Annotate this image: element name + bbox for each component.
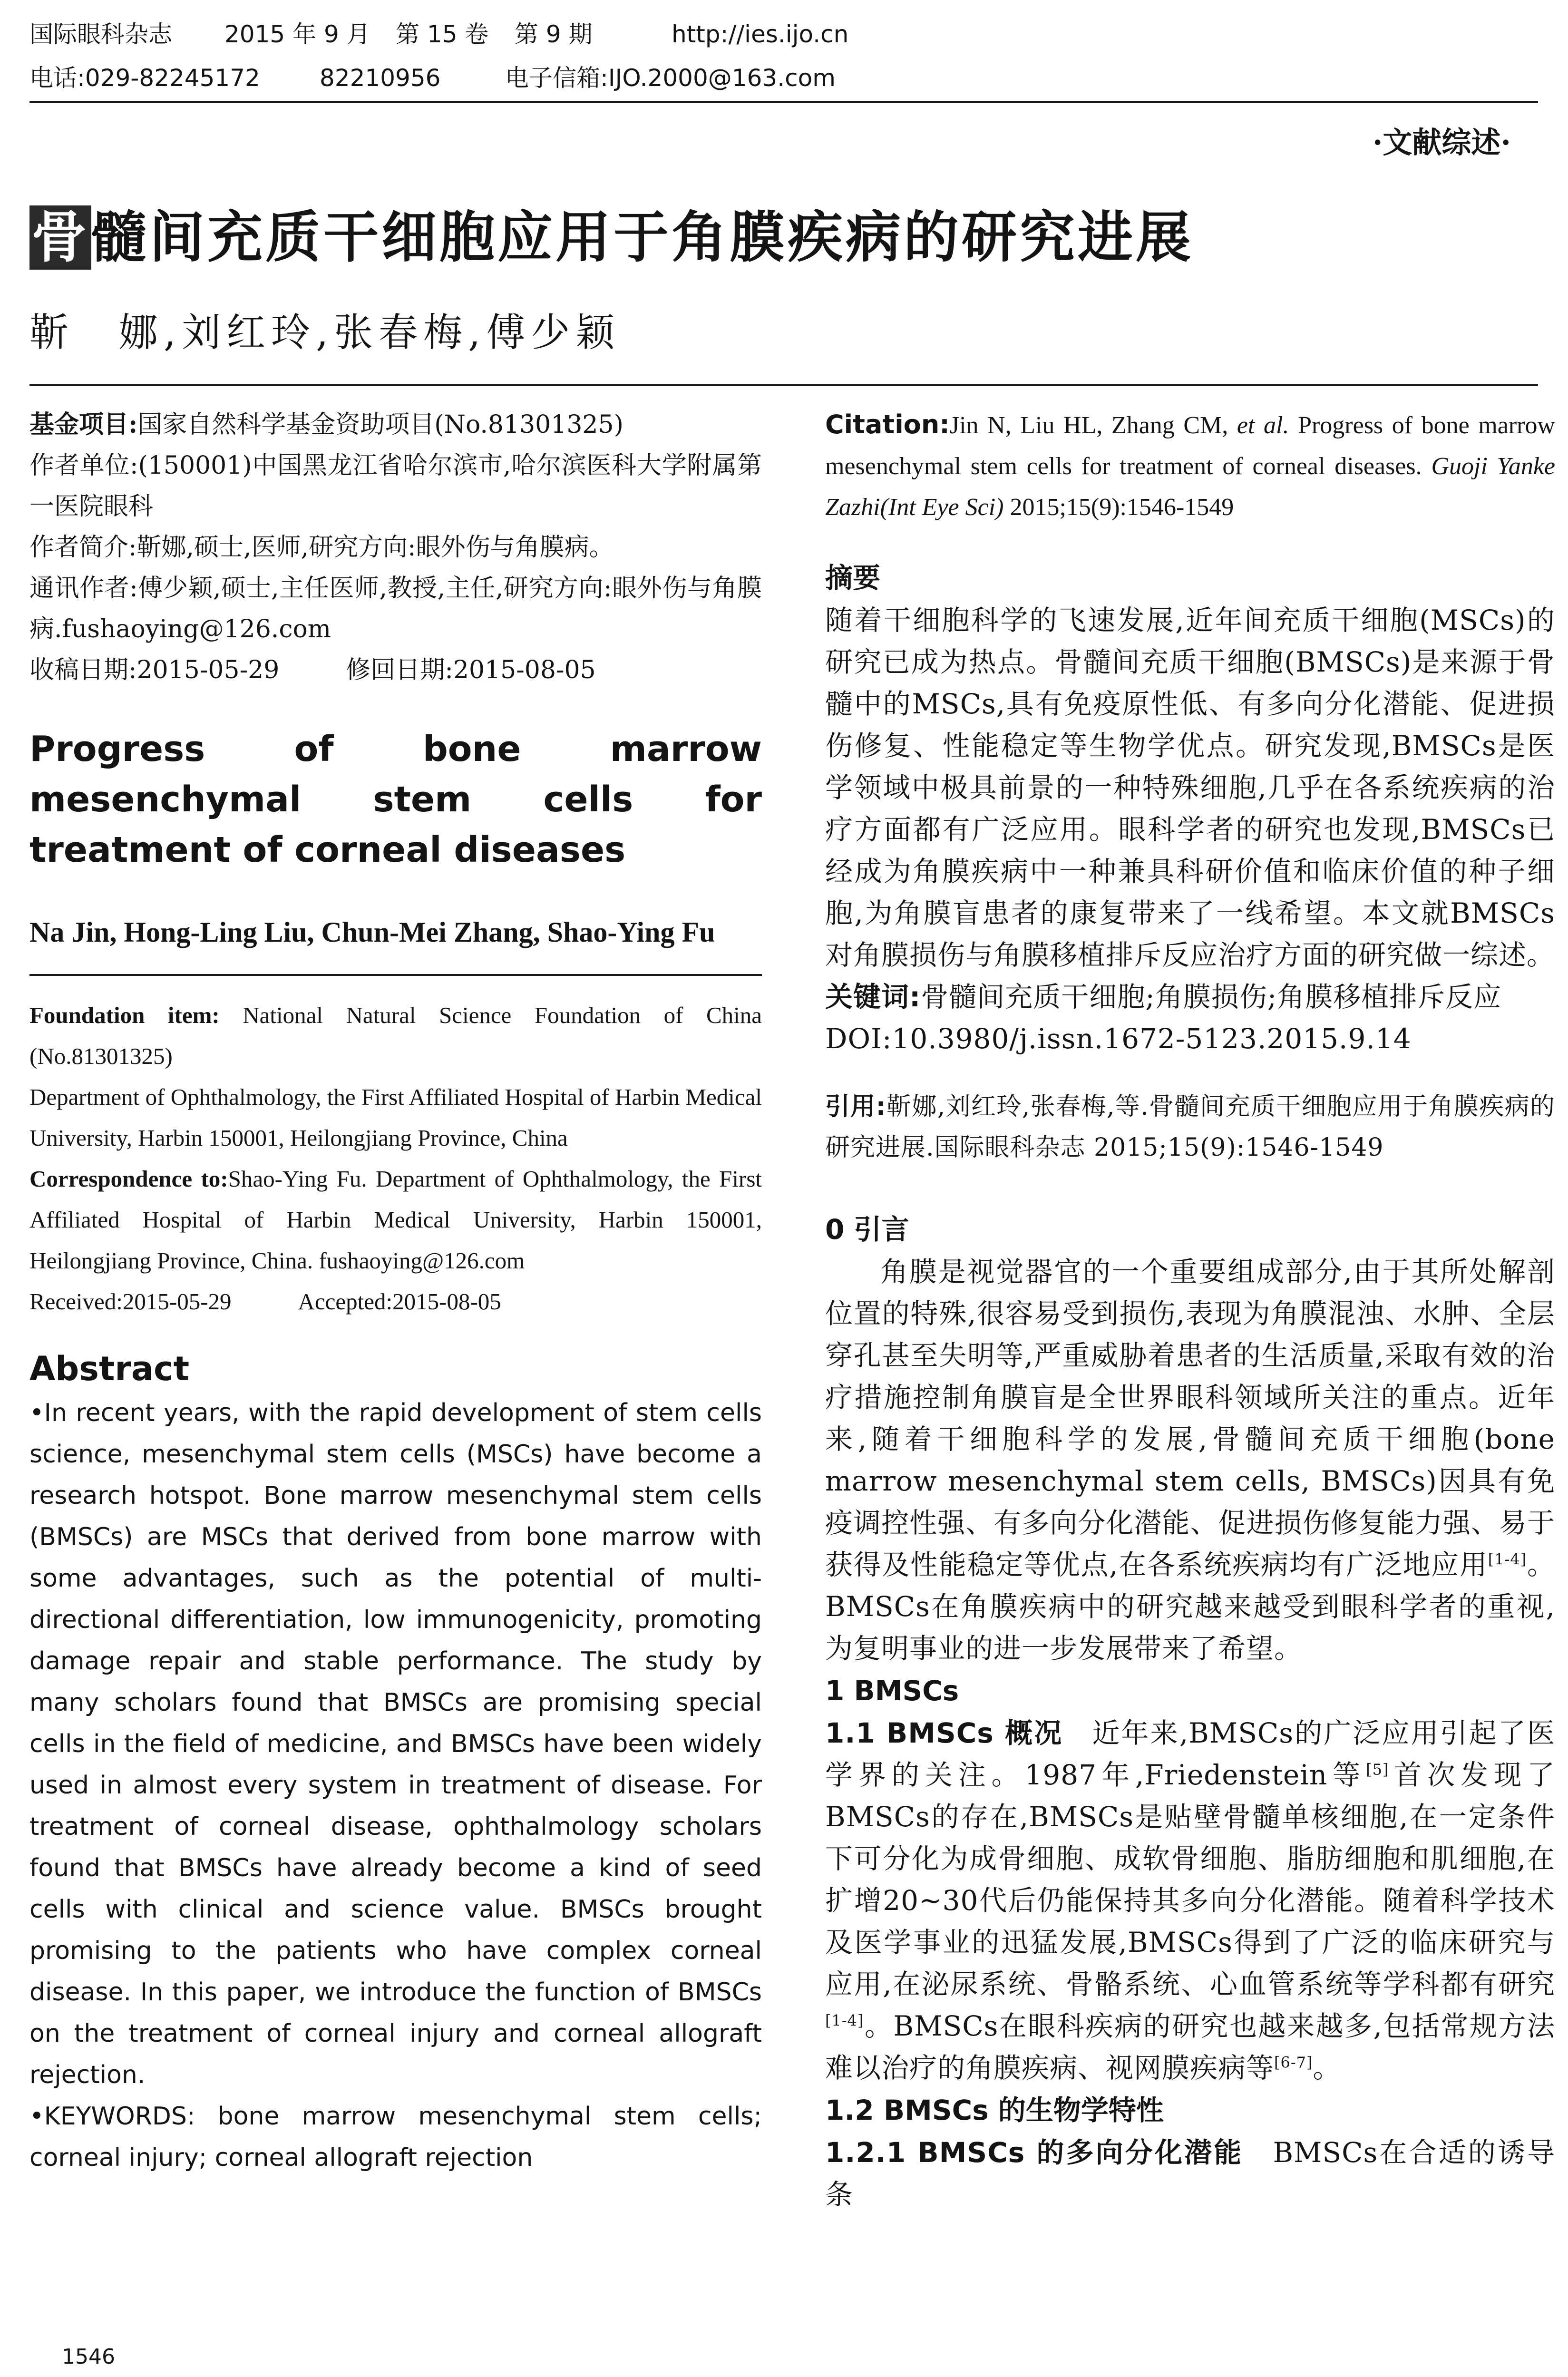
english-meta [29,995,762,1322]
journal-header [29,19,1538,105]
english-title: Progress of bone marrow mesenchymal stem cells for treatment of corneal diseases [29,729,762,870]
correspondence-en: Correspondence to:Shao-Ying Fu. Department of Ophthalmology, the First Affiliated Hospital of Harbin Medical University, Harbin 150001, Heilongjiang Province, China. fushaoying@126.com [29,1166,762,1274]
right-column [825,404,1555,2215]
page-number: 1546 [62,2345,115,2369]
section-1-1: 1.1 BMSCs 概况 近年来,BMSCs的广泛应用引起了医学界的关注。1987年,Friedenstein等[5]首次发现了BMSCs的存在,BMSCs是贴壁骨髓单核细胞,在一定条件下可分化为成骨细胞、成软骨细胞、脂肪细胞和肌细胞,在扩增20~30代后仍能保持其多向分化潜能。随着科学技术及医学事业的迅猛发展,BMSCs得到了广泛的临床研究与应用,在泌尿系统、骨骼系统、心血管系统等学科都有研究[1-4]。BMSCs在眼科疾病的研究也越来越多,包括常规方法难以治疗的角膜疾病、视网膜疾病等[6-7]。 [825,1717,1555,2084]
section-label: ·文献综述· [1372,125,1511,160]
intro-heading: 0 引言 [825,1213,909,1246]
ref-6-7[interactable]: [6-7] [1274,2053,1313,2072]
keywords-zh: 关键词:骨髓间充质干细胞;角膜损伤;角膜移植排斥反应 [825,981,1502,1013]
summary-body: 随着干细胞科学的飞速发展,近年间充质干细胞(MSCs)的研究已成为热点。骨髓间充质干细胞(BMSCs)是来源于骨髓中的MSCs,具有免疫原性低、有多向分化潜能、促进损伤修复、性能稳定等生物学优点。研究发现,BMSCs是医学领域中极具前景的一种特殊细胞,几乎在各系统疾病的治疗方面都有广泛应用。眼科学者的研究也发现,BMSCs已经成为角膜疾病中一种兼具科研价值和临床价值的种子细胞,为角膜盲患者的康复带来了一线希望。本文就BMSCs对角膜损伤与角膜移植排斥反应治疗方面的研究做一综述。 [825,604,1555,971]
header-rule [29,101,1538,103]
foundation-zh: 基金项目:国家自然科学基金资助项目(No.81301325) [29,410,623,439]
journal-website-link[interactable]: http://ies.ijo.cn [672,20,849,48]
title-first-char: 骨 [29,205,91,270]
phone: 电话:029-82245172 [29,64,260,92]
title-block [29,205,1538,357]
summary-heading: 摘要 [825,562,881,594]
issue-number: 第 9 期 [515,20,593,48]
abstract-keywords: •KEYWORDS: bone marrow mesenchymal stem cells; corneal injury; corneal allograft rejection [29,2102,762,2172]
doi[interactable]: DOI:10.3980/j.issn.1672-5123.2015.9.14 [825,1023,1412,1055]
intro-paragraph: 角膜是视觉器官的一个重要组成部分,由于其所处解剖位置的特殊,很容易受到损伤,表现为角膜混浊、水肿、全层穿孔甚至失明等,严重威胁着患者的生活质量,采取有效的治疗措施控制角膜盲是全世界眼科领域所关注的重点。近年来,随着干细胞科学的发展,骨髓间充质干细胞(bone marrow mesenchymal stem cells, BMSCs)因具有免疫调控性强、有多向分化潜能、促进损伤修复能力强、易于获得及性能稳定等优点,在各系统疾病均有广泛地应用[1-4]。BMSCs在角膜疾病中的研究越来越受到眼科学者的重视,为复明事业的进一步发展带来了希望。 [825,1256,1555,1665]
english-authors: Na Jin, Hong-Ling Liu, Chun-Mei Zhang, Shao-Ying Fu [29,916,715,948]
ref-5[interactable]: [5] [1366,1760,1389,1779]
authors-zh: 靳 娜,刘红玲,张春梅,傅少颖 [29,310,621,355]
department-en: Department of Ophthalmology, the First Affiliated Hospital of Harbin Medical University, Harbin 150001, Heilongjiang Province, China [29,1084,762,1151]
dates-en: Received:2015-05-29 Accepted:2015-08-05 [29,1288,501,1315]
dates-zh: 收稿日期:2015-05-29 修回日期:2015-08-05 [29,656,596,684]
cite-zh: 引用:靳娜,刘红玲,张春梅,等.骨髓间充质干细胞应用于角膜疾病的研究进展.国际眼科杂志 2015;15(9):1546-1549 [825,1092,1555,1162]
section-1-2-1: 1.2.1 BMSCs 的多向分化潜能 BMSCs在合适的诱导条 [825,2136,1555,2211]
citation-en: Citation:Jin N, Liu HL, Zhang CM, et al. Progress of bone marrow mesenchymal stem cells for treatment of corneal diseases. Guoji Yanke Zazhi(Int Eye Sci) 2015;15(9):1546-1549 [825,409,1556,521]
article-title [29,205,1538,271]
title-rest: 髓间充质干细胞应用于角膜疾病的研究进展 [91,205,1194,270]
corr-zh: 通讯作者:傅少颖,硕士,主任医师,教授,主任,研究方向:眼外伤与角膜病.fushaoying@126.com [29,574,762,643]
left-column [29,404,762,2179]
volume: 第 15 卷 [396,20,489,48]
abstract-body: •In recent years, with the rapid development of stem cells science, mesenchymal stem cells (MSCs) have become a research hotspot. Bone marrow mesenchymal stem cells (BMSCs) are MSCs that derived from bone marrow with some advantages, such as the potential of multi-directional differentiation, low immunogenicity, promoting damage repair and stable performance. The study by many scholars found that BMSCs are promising special cells in the field of medicine, and BMSCs have been widely used in almost every system in treatment of disease. For treatment of corneal disease, ophthalmology scholars found that BMSCs have already become a kind of seed cells with clinical and science value. BMSCs brought promising to the patients who have complex corneal disease. In this paper, we introduce the function of BMSCs on the treatment of corneal injury and corneal allograft rejection. [29,1399,762,2089]
unit-zh: 作者单位:(150001)中国黑龙江省哈尔滨市,哈尔滨医科大学附属第一医院眼科 [29,451,762,521]
ref-1-4-b[interactable]: [1-4] [825,2011,864,2030]
title-rule [29,384,1538,386]
section-1-heading: 1 BMSCs [825,1675,959,1707]
phone-2: 82210956 [320,64,441,92]
english-rule [29,974,762,976]
foundation-en: Foundation item: National Natural Science Foundation of China (No.81301325) [29,1002,762,1069]
section-1-2-heading: 1.2 BMSCs 的生物学特性 [825,2094,1164,2126]
ref-1-4[interactable]: [1-4] [1488,1550,1527,1568]
abstract-heading: Abstract [29,1349,190,1388]
issue-date: 2015 年 9 月 [224,20,370,48]
email[interactable]: 电子信箱:IJO.2000@163.com [505,64,836,92]
bio-zh: 作者简介:靳娜,硕士,医师,研究方向:眼外伤与角膜病。 [29,533,614,562]
journal-name: 国际眼科杂志 [29,20,172,48]
